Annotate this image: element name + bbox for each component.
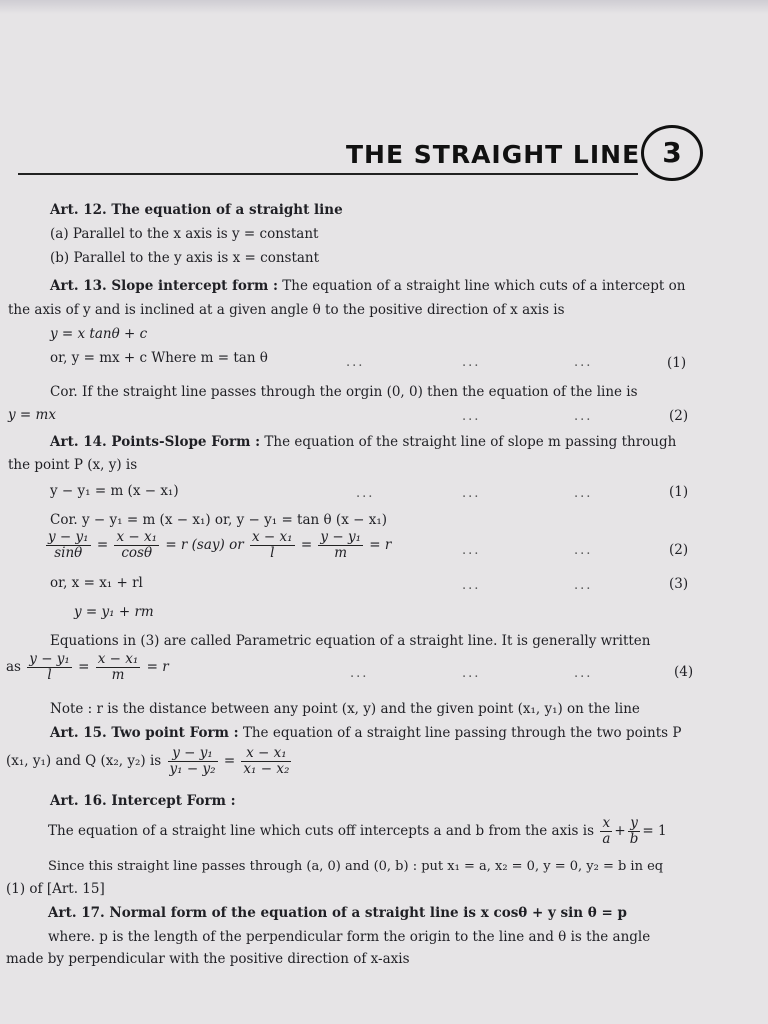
header-rule [18, 173, 638, 175]
art12-b: (b) Parallel to the y axis is x = constant [50, 250, 320, 266]
since-line1: Since this straight line passes through (a, 0) and (0, b) : put x₁ = a, x₂ = 0, y = 0, y₂ = b in eq [48, 859, 664, 874]
art16-text: The equation of a straight line which cuts off intercepts a and b from the axis is [48, 823, 595, 839]
intercept-one: = 1 [642, 823, 667, 839]
eq-point-slope: y − y₁ = m (x − x₁) [50, 483, 179, 499]
dots: ... [574, 543, 593, 558]
denominator: m [334, 545, 348, 561]
dots: ... [462, 409, 481, 424]
dots: ... [350, 666, 369, 681]
art16-title: Art. 16. Intercept Form : [50, 793, 236, 809]
dots: ... [574, 486, 593, 501]
cor2: Cor. y − y₁ = m (x − x₁) or, y − y₁ = tan θ (x − x₁) [50, 512, 387, 528]
art13-line2: the axis of y and is inclined at a given angle θ to the positive direction of x axis is [8, 302, 565, 318]
fraction [628, 816, 641, 847]
numerator: x − x₁ [241, 746, 291, 762]
art13-line1 [50, 277, 685, 295]
fraction [27, 652, 72, 683]
param-r: = r [369, 537, 392, 553]
fraction [600, 816, 612, 847]
numerator: x − x₁ [251, 529, 293, 545]
two-point-form: (x₁, y₁) and Q (x₂, y₂) is $\frac{\text{y − y₁}}{\text{y₁ − y₂}}$ = $\frac{\text{x − x₁}}{\text{x₁ − x₂}}$ [6, 745, 290, 777]
art15-text1: The equation of a straight line passing through the two points P [238, 725, 682, 741]
numerator: y − y₁ [29, 651, 70, 667]
dots: ... [462, 355, 481, 370]
equation-number: (4) [674, 664, 694, 680]
denominator: b [629, 831, 639, 847]
cor1-line1: Cor. If the straight line passes through the orgin (0, 0) then the equation of the line is [50, 384, 638, 400]
parametric-note: Equations in (3) are called Parametric equation of a straight line. It is generally written [50, 633, 651, 649]
equation-number: (1) [667, 355, 687, 371]
art12-a: (a) Parallel to the x axis is y = constant [50, 226, 319, 242]
dots: ... [462, 666, 481, 681]
art14-text1: The equation of the straight line of slope m passing through [260, 434, 677, 450]
as-r: = r [146, 659, 169, 675]
art15-text2: (x₁, y₁) and Q (x₂, y₂) is [6, 753, 162, 769]
chapter-title: THE STRAIGHT LINE [346, 140, 641, 169]
art17-line1: Art. 17. Normal form of the equation of a straight line is x cosθ + y sin θ = p [48, 905, 627, 921]
dots: ... [574, 409, 593, 424]
fraction [96, 652, 141, 683]
denominator: a [602, 831, 611, 847]
art14-line2: the point P (x, y) is [8, 457, 138, 473]
numerator: y [628, 816, 641, 832]
equation-number: (2) [669, 408, 689, 424]
dots: ... [462, 543, 481, 558]
numerator: x [600, 816, 612, 832]
denominator: sinθ [54, 545, 83, 561]
param-say: = r (say) or [165, 537, 244, 553]
chapter-number-badge: 3 [641, 125, 703, 181]
art15-line1 [50, 724, 681, 742]
art13-text1: The equation of a straight line which cuts of a intercept on [277, 278, 686, 294]
equation-number: (2) [669, 542, 689, 558]
art12-title: Art. 12. The equation of a straight line [50, 202, 343, 218]
art13-heading: Art. 13. Slope intercept form : [50, 278, 278, 294]
art14-heading: Art. 14. Points-Slope Form : [50, 434, 261, 450]
intercept-form: The equation of a straight line which cuts off intercepts a and b from the axis is $\frac{x}{a}$ + $\frac{y}{b}$ = 1 [48, 815, 667, 847]
numerator: x − x₁ [116, 529, 158, 545]
page-top-shadow [0, 0, 768, 14]
dots: ... [346, 355, 365, 370]
note: Note : r is the distance between any point (x, y) and the given point (x₁, y₁) on the line [50, 701, 640, 717]
eq-or-mx: or, y = mx + c Where m = tan θ [50, 350, 268, 366]
fraction [114, 530, 159, 561]
denominator: m [111, 667, 125, 683]
dots: ... [356, 486, 375, 501]
numerator: y − y₁ [168, 746, 218, 762]
general-form: as $\frac{\text{y − y₁}}{l}$ = $\frac{\text{x − x₁}}{m}$ = r [6, 651, 169, 683]
fraction [318, 530, 363, 561]
denominator: x₁ − x₂ [243, 761, 290, 777]
fraction [250, 530, 295, 561]
equation-number: (3) [669, 576, 689, 592]
eq-tan: y = x tanθ + c [50, 326, 148, 342]
dots: ... [574, 355, 593, 370]
dots: ... [462, 578, 481, 593]
fraction [168, 746, 218, 777]
denominator: y₁ − y₂ [169, 761, 216, 777]
chapter-header [0, 130, 768, 190]
denominator: cosθ [121, 545, 153, 561]
denominator: l [47, 667, 52, 683]
dots: ... [462, 486, 481, 501]
numerator: y − y₁ [320, 529, 361, 545]
art17-line2: where. p is the length of the perpendicular form the origin to the line and θ is the angle [48, 929, 651, 945]
eq-y: y = y₁ + rm [74, 604, 154, 620]
numerator: y − y₁ [48, 529, 89, 545]
art14-line1 [50, 433, 676, 451]
equation-number: (1) [669, 484, 689, 500]
art15-heading: Art. 15. Two point Form : [50, 725, 239, 741]
as-label: as [6, 659, 21, 675]
numerator: x − x₁ [97, 651, 139, 667]
since-line2: (1) of [Art. 15] [6, 881, 105, 897]
art17-line3: made by perpendicular with the positive direction of x-axis [6, 951, 410, 967]
fraction [46, 530, 91, 561]
dots: ... [574, 578, 593, 593]
denominator: l [270, 545, 275, 561]
parametric-equation: $\frac{\text{y − y₁}}{\sin\theta}$ = $\frac{\text{x − x₁}}{\cos\theta}$ = r (say) or $\frac{\text{x − x₁}}{l}$ = $\frac{\text{y − y₁}}{m}$ = r [48, 529, 392, 561]
cor1-line2: y = mx [8, 407, 56, 423]
eq-or-x: or, x = x₁ + rl [50, 575, 143, 591]
fraction [241, 746, 291, 777]
dots: ... [574, 666, 593, 681]
